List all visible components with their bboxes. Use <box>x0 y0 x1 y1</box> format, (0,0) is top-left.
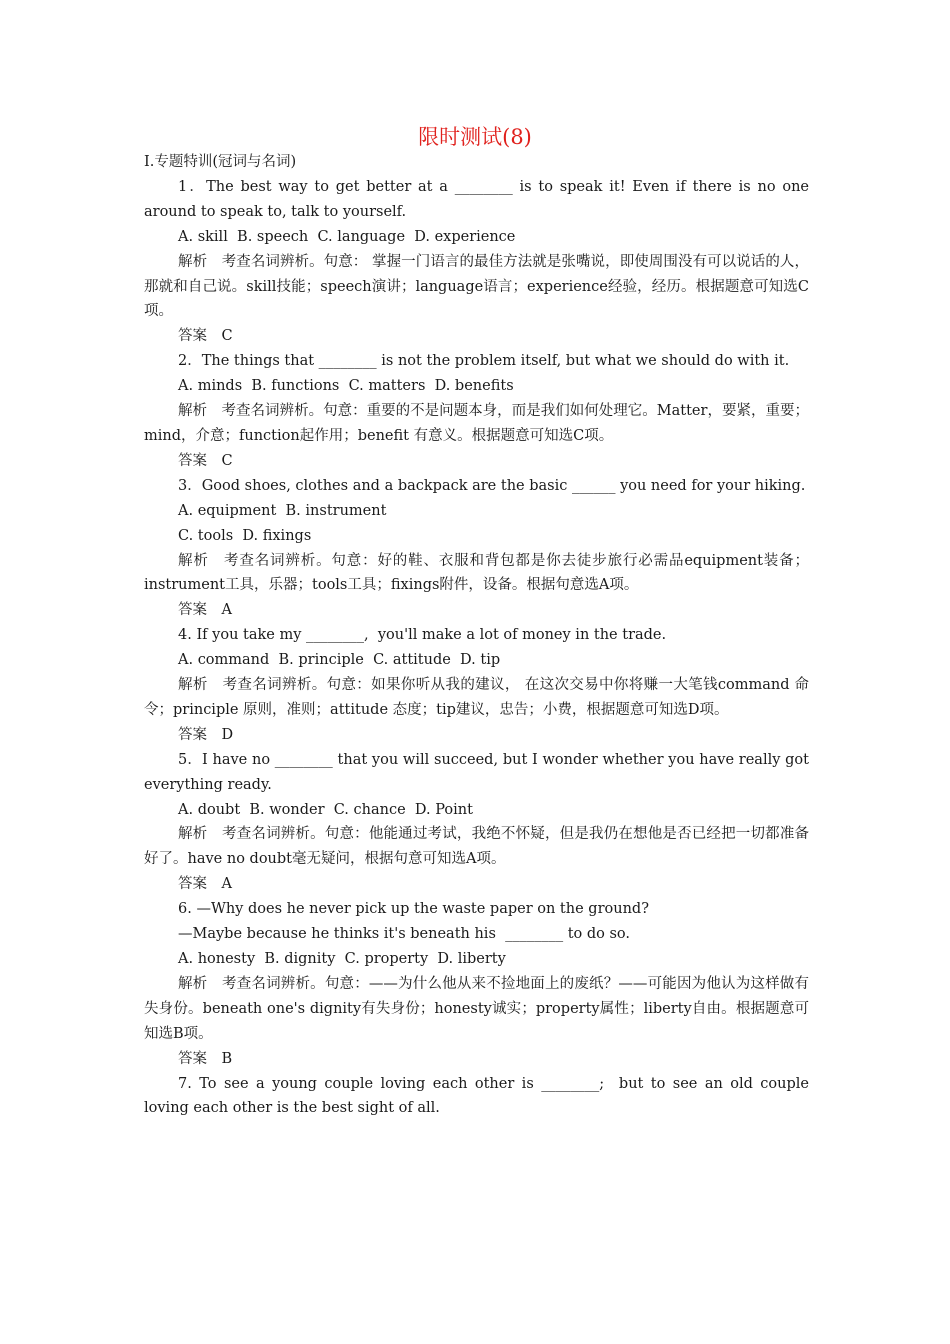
question-1-answer: 答案 C <box>178 328 233 345</box>
question-4-answer: 答案 D <box>178 726 234 743</box>
question-5-analysis: 解析 考查名词辨析。句意：他能通过考试，我绝不怀疑，但是我仍在想他是否已经把一切都准备好了。have no doubt毫无疑问，根据句意可知选A项。 <box>144 826 809 868</box>
question-3-answer: 答案 A <box>178 602 232 619</box>
question-4-analysis: 解析 考查名词辨析。句意：如果你听从我的建议， 在这次交易中你将赚一大笔钱command 命令；principle 原则，准则；attitude 态度；tip建议，忠告；小费，根据题意可知选D项。 <box>144 677 809 718</box>
question-3-options-2: C. tools D. fixings <box>178 527 312 544</box>
question-1-options: A. skill B. speech C. language D. experience <box>178 228 516 245</box>
question-6-options: A. honesty B. dignity C. property D. liberty <box>178 951 506 967</box>
question-5-answer: 答案 A <box>178 876 232 893</box>
question-3-stem: 3．Good shoes, clothes and a backpack are the basic ______ you need for your hiking. <box>178 477 806 494</box>
question-1-stem: 1．The best way to get better at a ________ is to speak it! Even if there is no one around to speak to, talk to yourself. <box>144 178 814 220</box>
question-6-answer: 答案 B <box>178 1050 233 1067</box>
question-7-stem: 7. To see a young couple loving each other is ________; but to see an old couple loving each other is the best sight of all. <box>144 1075 814 1117</box>
question-1-analysis: 解析 考查名词辨析。句意： 掌握一门语言的最佳方法就是张嘴说，即使周围没有可以说话的人，那就和自己说。skill技能；speech演讲；language语言；experience经验，经历。根据题意可知选C项。 <box>144 253 809 320</box>
question-2-stem: 2．The things that ________ is not the problem itself, but what we should do with it. <box>178 353 790 370</box>
question-3-options-1: A. equipment B. instrument <box>178 502 387 519</box>
question-2-analysis: 解析 考查名词辨析。句意：重要的不是问题本身，而是我们如何处理它。Matter，要紧，重要；mind，介意；function起作用；benefit 有意义。根据题意可知选C项。 <box>144 403 809 444</box>
question-6-line-2: —Maybe because he thinks it's beneath his ________ to do so. <box>178 926 631 943</box>
question-6-line-1: 6. —Why does he never pick up the waste paper on the ground? <box>178 901 649 918</box>
question-5-options: A. doubt B. wonder C. chance D. Point <box>178 801 473 818</box>
question-4-stem: 4. If you take my ________, you'll make a lot of money in the trade. <box>178 627 667 644</box>
page-title: 限时测试(8) <box>418 125 532 149</box>
document-body <box>144 150 814 1121</box>
question-4-options: A. command B. principle C. attitude D. tip <box>178 652 501 669</box>
section-heading: Ⅰ.专题特训(冠词与名词) <box>144 154 297 170</box>
question-2-options: A. minds B. functions C. matters D. benefits <box>178 378 514 395</box>
question-3-analysis: 解析 考查名词辨析。句意：好的鞋、衣服和背包都是你去徒步旅行必需品equipment装备；instrument工具，乐器；tools工具；fixings附件，设备。根据句意选A项。 <box>144 552 809 594</box>
question-2-answer: 答案 C <box>178 452 233 469</box>
question-5-stem: 5．I have no ________ that you will succeed, but I wonder whether you have really got everything ready. <box>144 751 814 793</box>
question-6-analysis: 解析 考查名词辨析。句意：——为什么他从来不捡地面上的废纸？——可能因为他认为这样做有失身份。beneath one's dignity有失身份；honesty诚实；property属性；liberty自由。根据题意可知选B项。 <box>144 975 809 1042</box>
